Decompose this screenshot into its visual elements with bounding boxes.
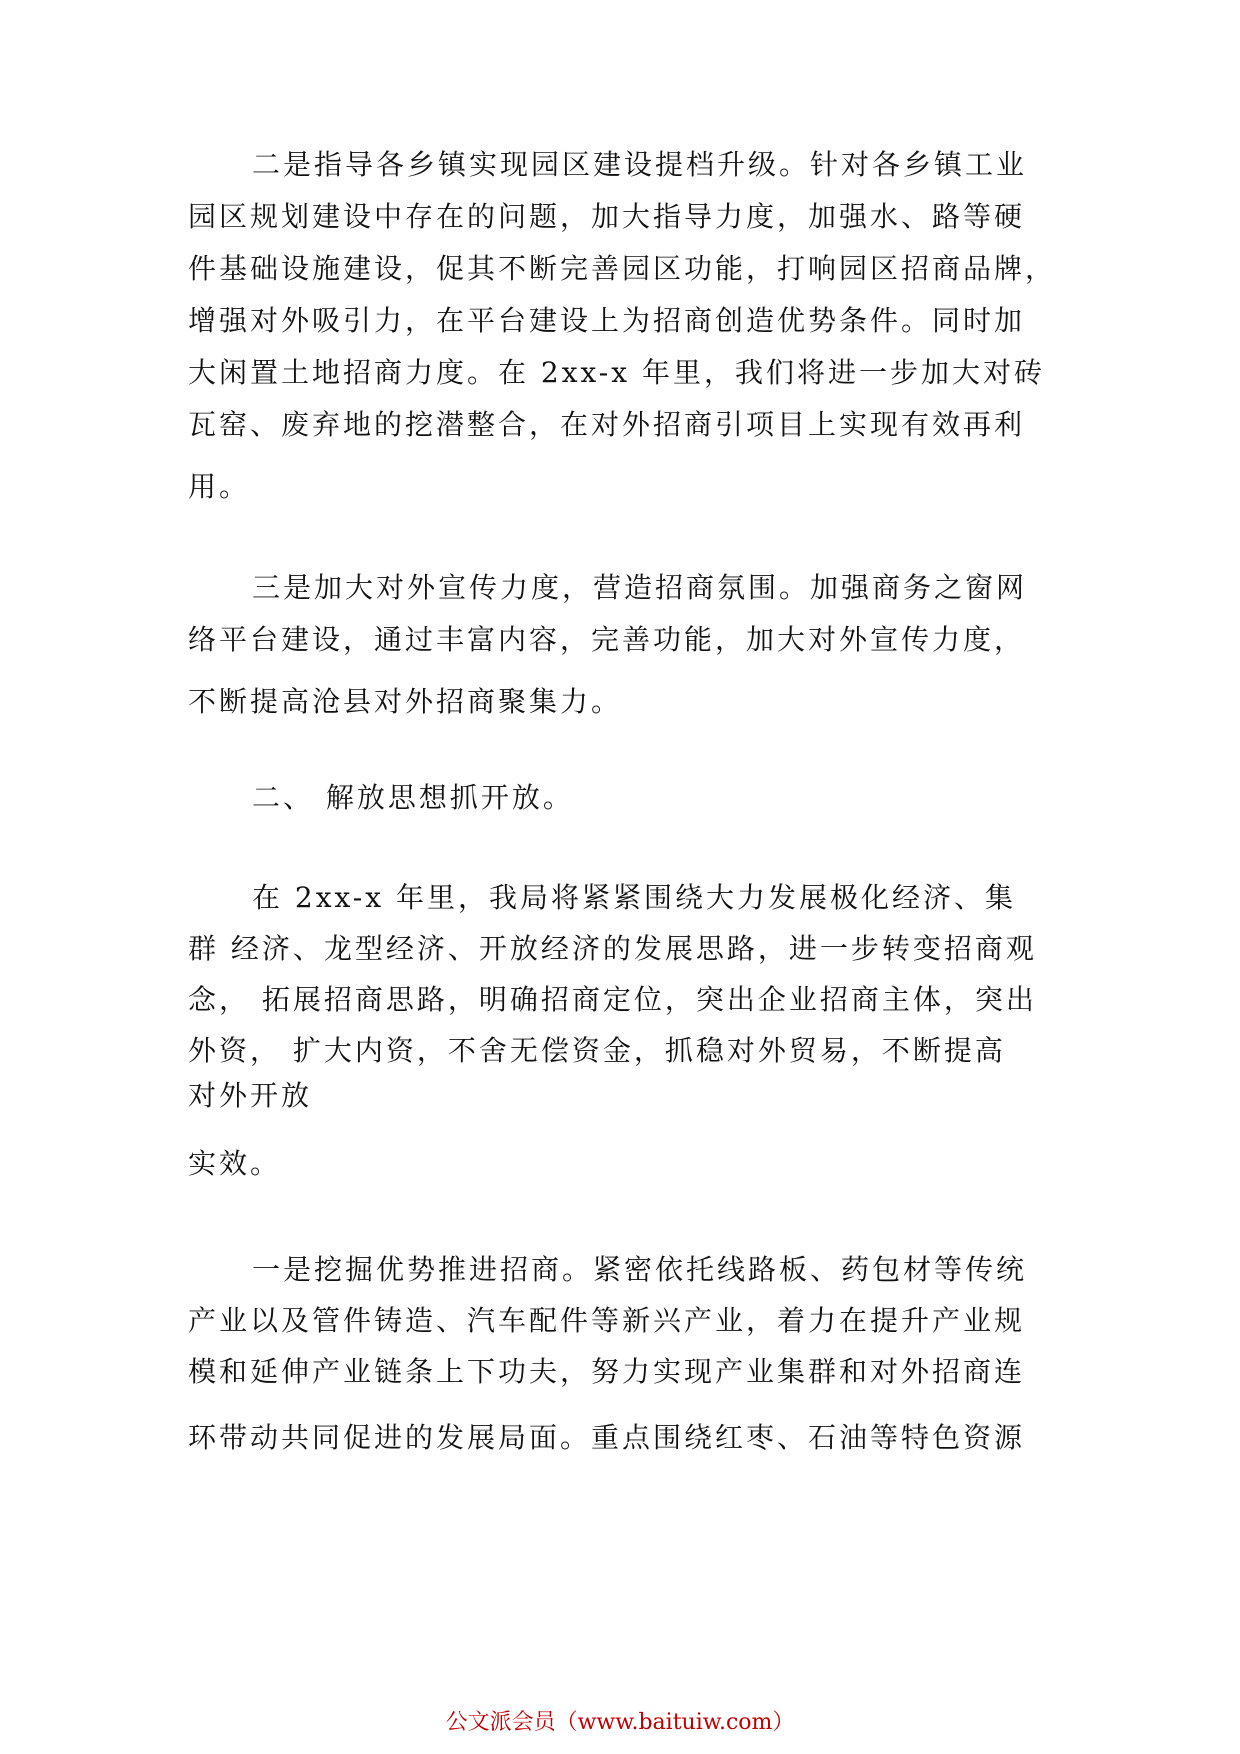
- paragraph-1-line-4: 增强对外吸引力，在平台建设上为招商创造优势条件。同时加: [188, 304, 1026, 337]
- paragraph-2-line-3: 不断提高沧县对外招商聚集力。: [188, 685, 623, 718]
- paragraph-3-line-1: 在 2xx-x 年里，我局将紧紧围绕大力发展极化经济、集: [252, 881, 1016, 914]
- paragraph-3-line-5: 对外开放: [188, 1079, 313, 1112]
- paragraph-4-line-4: 环带动共同促进的发展局面。重点围绕红枣、石油等特色资源: [188, 1421, 1026, 1454]
- paragraph-2-line-1: 三是加大对外宣传力度，营造招商氛围。加强商务之窗网: [252, 571, 1028, 604]
- paragraph-2-line-2: 络平台建设，通过丰富内容，完善功能，加大对外宣传力度，: [188, 623, 1026, 656]
- footer-watermark: 公文派会员（www.baituiw.com）: [445, 1710, 795, 1735]
- section-heading: 二、 解放思想抓开放。: [252, 781, 574, 814]
- paragraph-1-line-5: 大闲置土地招商力度。在 2xx-x 年里，我们将进一步加大对砖: [188, 356, 1045, 389]
- paragraph-3-line-6: 实效。: [188, 1147, 282, 1180]
- paragraph-1-line-3: 件基础设施建设，促其不断完善园区功能，打响园区招商品牌，: [188, 252, 1057, 285]
- paragraph-3-line-3: 念， 拓展招商思路，明确招商定位，突出企业招商主体，突出: [188, 983, 1037, 1016]
- paragraph-4-line-1: 一是挖掘优势推进招商。紧密依托线路板、药包材等传统: [252, 1253, 1028, 1286]
- paragraph-1-line-1: 二是指导各乡镇实现园区建设提档升级。针对各乡镇工业: [252, 148, 1028, 181]
- paragraph-4-line-3: 模和延伸产业链条上下功夫，努力实现产业集群和对外招商连: [188, 1355, 1026, 1388]
- paragraph-3-line-2: 群 经济、龙型经济、开放经济的发展思路，进一步转变招商观: [188, 932, 1037, 965]
- paragraph-1-line-7: 用。: [188, 470, 251, 503]
- paragraph-1-line-2: 园区规划建设中存在的问题，加大指导力度，加强水、路等硬: [188, 200, 1026, 233]
- paragraph-1-line-6: 瓦窑、废弃地的挖潜整合，在对外招商引项目上实现有效再利: [188, 408, 1026, 441]
- paragraph-3-line-4: 外资， 扩大内资，不舍无偿资金，抓稳对外贸易，不断提高: [188, 1034, 1006, 1067]
- paragraph-4-line-2: 产业以及管件铸造、汽车配件等新兴产业，着力在提升产业规: [188, 1304, 1026, 1337]
